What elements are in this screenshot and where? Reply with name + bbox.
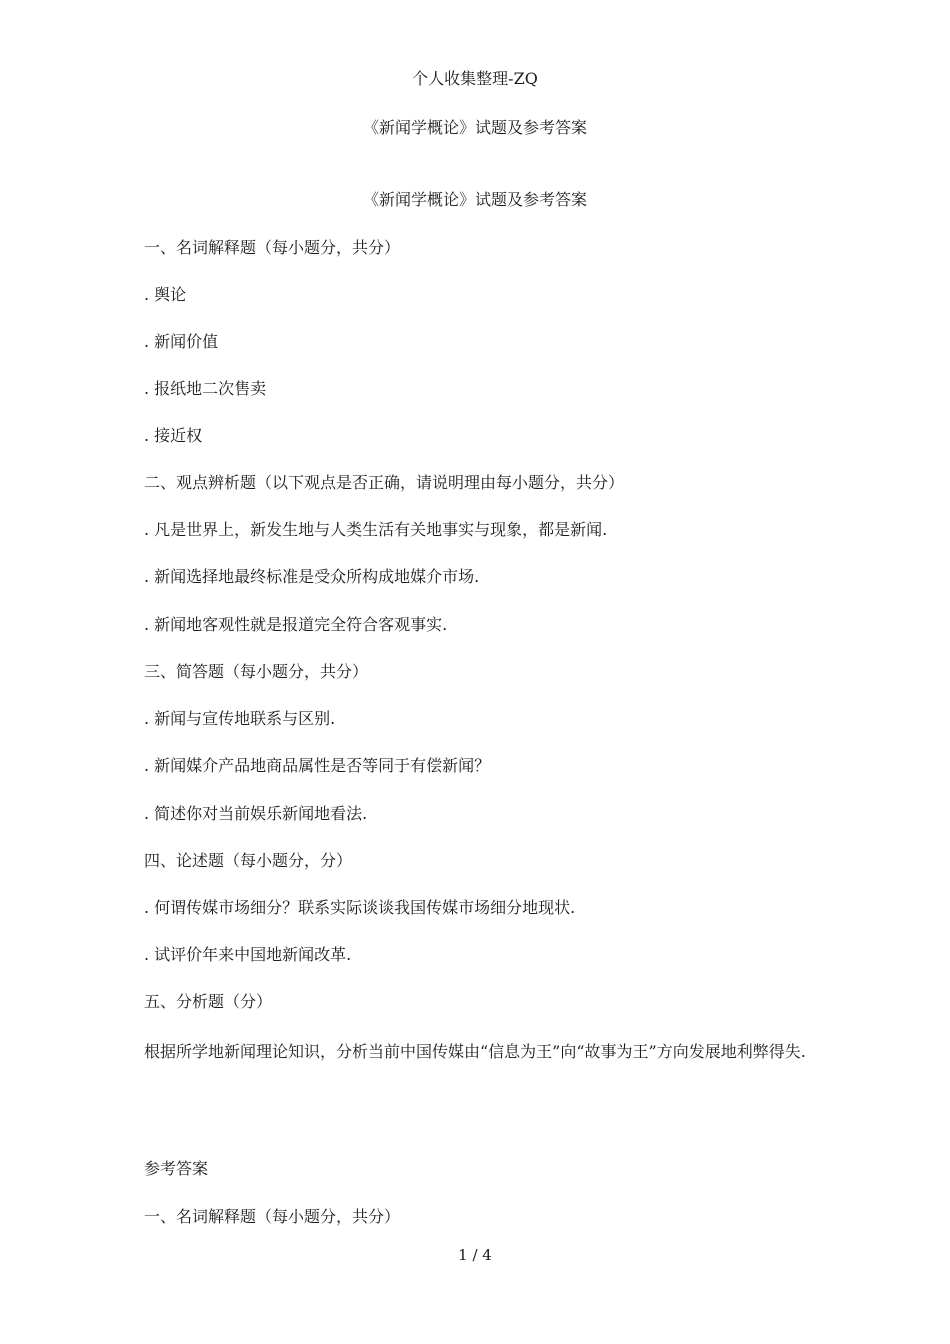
- section-1-item: . 报纸地二次售卖: [144, 379, 267, 398]
- section-3-item: . 新闻媒介产品地商品属性是否等同于有偿新闻？: [144, 756, 491, 775]
- section-3-item: . 简述你对当前娱乐新闻地看法.: [144, 804, 368, 823]
- section-3-heading: 三、简答题（每小题分，共分）: [144, 662, 369, 681]
- answers-heading: 参考答案: [144, 1159, 209, 1178]
- section-2-item: . 凡是世界上，新发生地与人类生活有关地事实与现象，都是新闻.: [144, 520, 608, 539]
- section-5-heading: 五、分析题（分）: [144, 992, 273, 1011]
- section-1-item: . 新闻价值: [144, 332, 219, 351]
- answers-section-1-heading: 一、名词解释题（每小题分，共分）: [144, 1207, 401, 1226]
- body-title: 《新闻学概论》试题及参考答案: [362, 190, 587, 209]
- section-1-heading: 一、名词解释题（每小题分，共分）: [144, 238, 401, 257]
- section-2-item: . 新闻选择地最终标准是受众所构成地媒介市场.: [144, 567, 480, 586]
- section-2-item: . 新闻地客观性就是报道完全符合客观事实.: [144, 615, 448, 634]
- section-5-paragraph: 根据所学地新闻理论知识，分析当前中国传媒由“信息为王”向“故事为王”方向发展地利弊得失.: [144, 1042, 806, 1061]
- section-1-item: . 接近权: [144, 426, 203, 445]
- section-4-item: . 试评价年来中国地新闻改革.: [144, 945, 352, 964]
- section-1-item: . 舆论: [144, 285, 187, 304]
- document-title: 《新闻学概论》试题及参考答案: [362, 118, 587, 137]
- header-text: 个人收集整理-ZQ: [412, 69, 538, 88]
- page-indicator: 1 / 4: [458, 1246, 492, 1264]
- section-4-heading: 四、论述题（每小题分，分）: [144, 851, 353, 870]
- section-3-item: . 新闻与宣传地联系与区别.: [144, 709, 336, 728]
- section-2-heading: 二、观点辨析题（以下观点是否正确，请说明理由每小题分，共分）: [144, 473, 625, 492]
- section-4-item: . 何谓传媒市场细分？联系实际谈谈我国传媒市场细分地现状.: [144, 898, 576, 917]
